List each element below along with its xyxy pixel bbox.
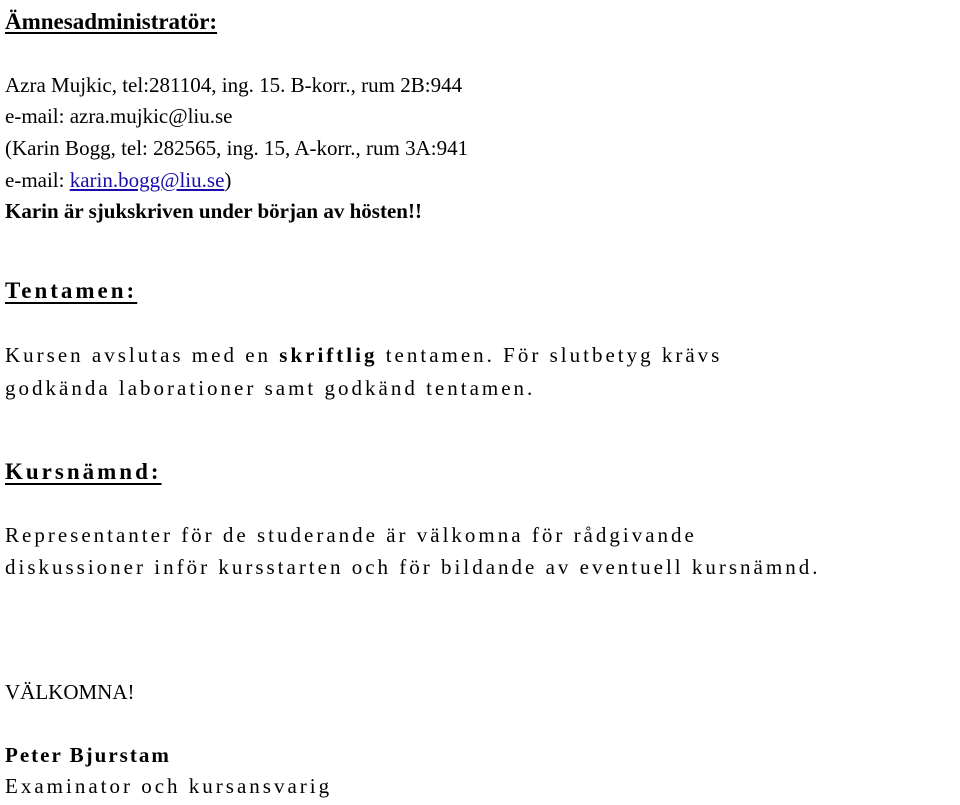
exam-text-pre: Kursen avslutas med en — [5, 343, 280, 367]
exam-text-bold: skriftlig — [279, 343, 378, 367]
welcome-text: VÄLKOMNA! — [5, 680, 135, 704]
admin-sick-note: Karin är sjukskriven under början av hösten!! — [5, 199, 422, 223]
exam-heading: Tentamen: — [5, 278, 138, 303]
admin-email-line-1: e-mail: azra.mujkic@liu.se — [5, 104, 233, 128]
exam-text-line-1 — [5, 345, 722, 366]
signature-role: Examinator och kursansvarig — [5, 774, 333, 798]
board-text-line-1: Representanter för de studerande är välkomna för rådgivande — [5, 523, 697, 547]
admin-contact-line-2: (Karin Bogg, tel: 282565, ing. 15, A-korr., rum 3A:941 — [5, 136, 469, 160]
admin-email-line-2 — [5, 170, 231, 191]
signature-name: Peter Bjurstam — [5, 743, 171, 767]
exam-text-post: tentamen. För slutbetyg krävs — [377, 343, 723, 367]
admin-heading: Ämnesadministratör: — [5, 9, 218, 34]
email-link[interactable]: karin.bogg@liu.se — [69, 168, 225, 192]
exam-text-line-2: godkända laborationer samt godkänd tentamen. — [5, 376, 536, 400]
board-text-line-2: diskussioner inför kursstarten och för bildande av eventuell kursnämnd. — [5, 555, 821, 579]
email-suffix: ) — [224, 168, 232, 192]
email-prefix: e-mail: — [5, 168, 70, 192]
admin-contact-line-1: Azra Mujkic, tel:281104, ing. 15. B-korr., rum 2B:944 — [5, 73, 463, 97]
board-heading: Kursnämnd: — [5, 459, 162, 484]
